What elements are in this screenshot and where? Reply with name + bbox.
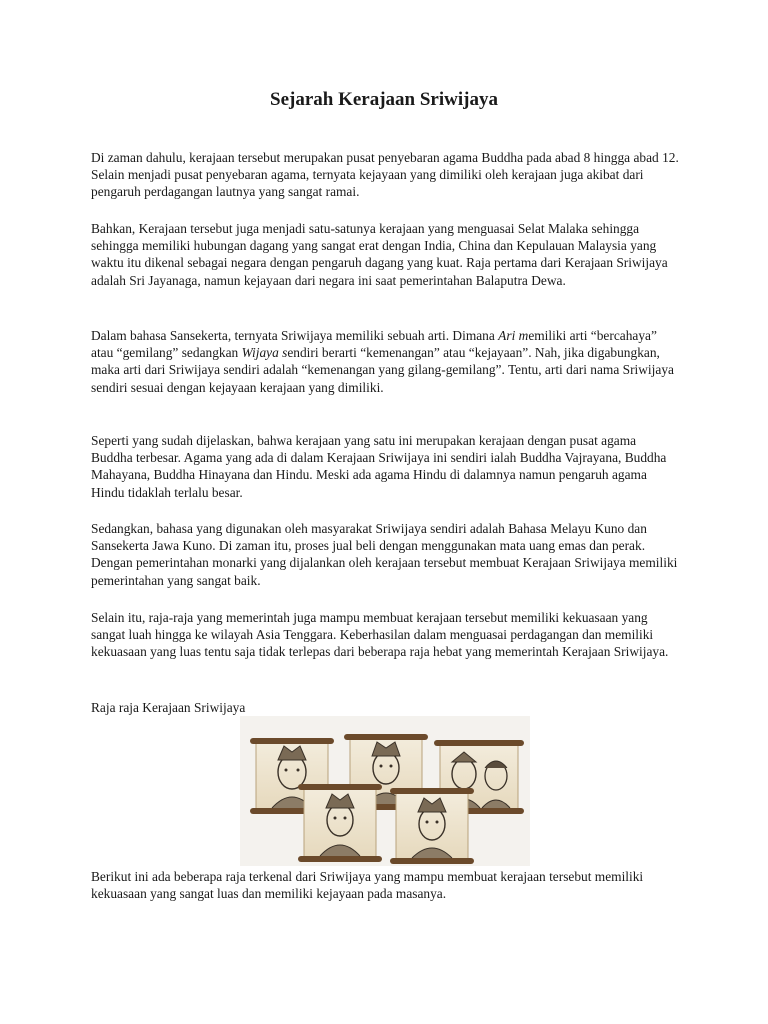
kings-scrolls-image (240, 716, 530, 866)
paragraph-3-italic-ari: Ari m (498, 328, 529, 343)
paragraph-5: Sedangkan, bahasa yang digunakan oleh masyarakat Sriwijaya sendiri adalah Bahasa Melayu Kuno dan Sansekerta Jawa Kuno. Di zaman itu, proses jual beli dengan menggunakan mata uang emas dan perak. Dengan pemerintahan monarki yang dijalankan oleh kerajaan tersebut membuat Kerajaan Sriwijaya memiliki pemerintahan yang sangat baik. (91, 521, 678, 588)
paragraph-3-italic-wijaya: Wijaya s (241, 345, 288, 361)
closing-paragraph: Berikut ini ada beberapa raja terkenal dari Sriwijaya yang mampu membuat kerajaan tersebut memiliki kekuasaan yang sangat luas dan memiliki kejayaan pada masanya. (91, 869, 644, 902)
paragraph-3-text-a: Dalam bahasa Sansekerta, ternyata Sriwijaya memiliki sebuah arti. Dimana (91, 328, 499, 343)
kings-illustration (240, 716, 530, 866)
paragraph-1: Di zaman dahulu, kerajaan tersebut merupakan pusat penyebaran agama Buddha pada abad 8 hingga abad 12. Selain menjadi pusat penyebaran agama, ternyata kejayaan yang dimiliki oleh kerajaan juga akibat dari pengaruh perdagangan lautnya yang sangat ramai. (91, 150, 679, 200)
scroll-king-4 (298, 784, 382, 862)
paragraph-3-text-c: endiri berarti “kemenangan” atau “kejayaan”. Nah, jika digabungkan, maka arti dari Sriwijaya sendiri adalah “kemenangan yang gilang-gemilang”. Tentu, arti dari nama Sriwijaya sendiri sesuai dengan kejayaan kerajaan yang dimiliki. (91, 345, 674, 395)
paragraph-2: Bahkan, Kerajaan tersebut juga menjadi satu-satunya kerajaan yang menguasai Selat Malaka sehingga sehingga memiliki hubungan dagang yang sangat erat dengan India, China dan Kepulauan Malaysia yang waktu itu dikenal sebagai negara dengan pengaruh dagang yang kuat. Raja pertama dari Kerajaan Sriwijaya adalah Sri Jayanaga, namun kejayaan dari negara ini saat pemerintahan Balaputra Dewa. (91, 221, 668, 288)
paragraph-6: Selain itu, raja-raja yang memerintah juga mampu membuat kerajaan tersebut memiliki kekuasaan yang sangat luah hingga ke wilayah Asia Tenggara. Keberhasilan dalam menguasai perdagangan dan memiliki kekuasaan yang luas tentu saja tidak terlepas dari beberapa raja hebat yang memerintah Kerajaan Sriwijaya. (91, 610, 669, 660)
figure-caption: Raja raja Kerajaan Sriwijaya (91, 700, 246, 715)
paragraph-4: Seperti yang sudah dijelaskan, bahwa kerajaan yang satu ini merupakan kerajaan dengan pusat agama Buddha terbesar. Agama yang ada di dalam Kerajaan Sriwijaya ini sendiri ialah Buddha Vajrayana, Buddha Mahayana, Buddha Hinayana dan Hindu. Meski ada agama Hindu di dalamnya namun pengaruh agama Hindu tidaklah terlalu besar. (91, 433, 667, 500)
paragraph-3-text-b: emiliki arti “bercahaya” atau “gemilang” sedangkan (91, 328, 657, 361)
paragraph-3 (91, 327, 681, 396)
scroll-king-5 (390, 788, 474, 864)
page-title: Sejarah Kerajaan Sriwijaya (270, 89, 498, 110)
